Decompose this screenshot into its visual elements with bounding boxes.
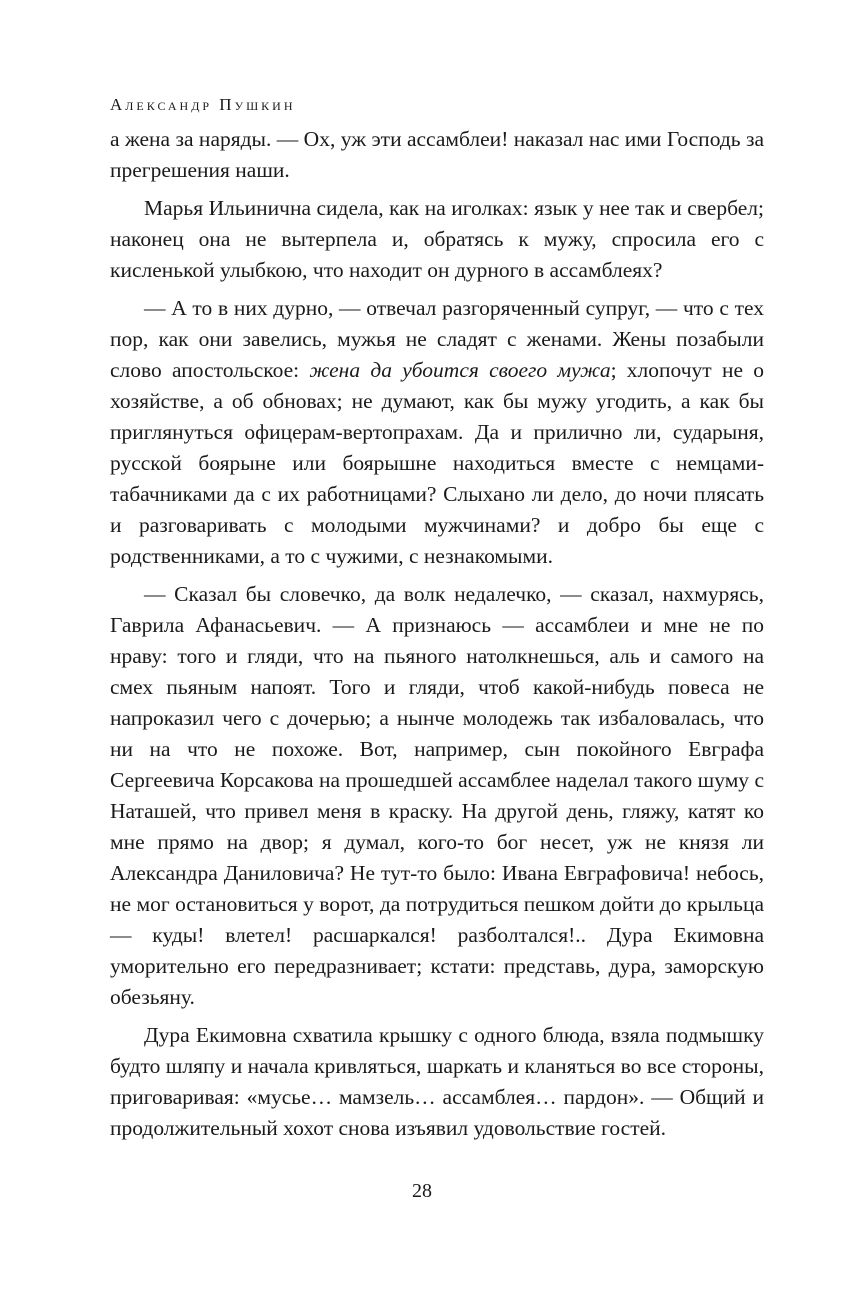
- paragraph-3-text-before: — А то в них дурно, — отвечал разгоряченный супруг, — что с тех пор, как они завелись, мужья не сладят с женами. Жены позабыли слово апостольское:: [110, 296, 764, 382]
- paragraph-4: — Сказал бы словечко, да волк недалечко, — сказал, нахмурясь, Гаврила Афанасьевич. — А признаюсь — ассамблеи и мне не по нраву: того и гляди, что на пьяного натолкнешься, аль и самого на смех пьяным напоят. Того и гляди, чтоб какой-нибудь повеса не напроказил чего с дочерью; а нынче молодежь так избаловалась, что ни на что не похоже. Вот, например, сын покойного Евграфа Сергеевича Корсакова на прошедшей ассамблее наделал такого шуму с Наташей, что привел меня в краску. На другой день, гляжу, катят ко мне прямо на двор; я думал, кого-то бог несет, уж не князя ли Александра Даниловича? Не тут-то было: Ивана Евграфовича! небось, не мог остановиться у ворот, да потрудиться пешком дойти до крыльца — куды! влетел! расшаркался! разболтался!.. Дура Екимовна уморительно его передразнивает; кстати: представь, дура, заморскую обезьяну.: [110, 582, 764, 1009]
- book-page: [110, 94, 764, 1151]
- paragraph-2: Марья Ильинична сидела, как на иголках: язык у нее так и свербел; наконец она не вытерпела и, обратясь к мужу, спросила его с кисленькой улыбкою, что находит он дурного в ассамблеях?: [110, 196, 764, 282]
- paragraph-3: [110, 293, 764, 572]
- paragraph-3-text-after: ; хлопочут не о хозяйстве, а об обновах; не думают, как бы мужу угодить, а как бы приглянуться офицерам-вертопрахам. Да и прилично ли, сударыня, русской боярыне или боярышне находиться вместе с немцами-табачниками да с их работницами? Слыхано ли дело, до ночи плясать и разговаривать с молодыми мужчинами? и добро бы еще с родственниками, а то с чужими, с незнакомыми.: [110, 358, 764, 568]
- paragraph-3-quote-italic: жена да убоится своего мужа: [309, 358, 611, 382]
- running-head: Александр Пушкин: [110, 95, 296, 114]
- paragraph-1: а жена за наряды. — Ох, уж эти ассамблеи! наказал нас ими Господь за прегрешения наши.: [110, 127, 764, 182]
- page-number: 28: [412, 1180, 432, 1202]
- paragraph-5: Дура Екимовна схватила крышку с одного блюда, взяла подмышку будто шляпу и начала кривляться, шаркать и кланяться во все стороны, приговаривая: «мусье… мамзель… ассамблея… пардон». — Общий и продолжительный хохот снова изъявил удовольствие гостей.: [110, 1023, 764, 1140]
